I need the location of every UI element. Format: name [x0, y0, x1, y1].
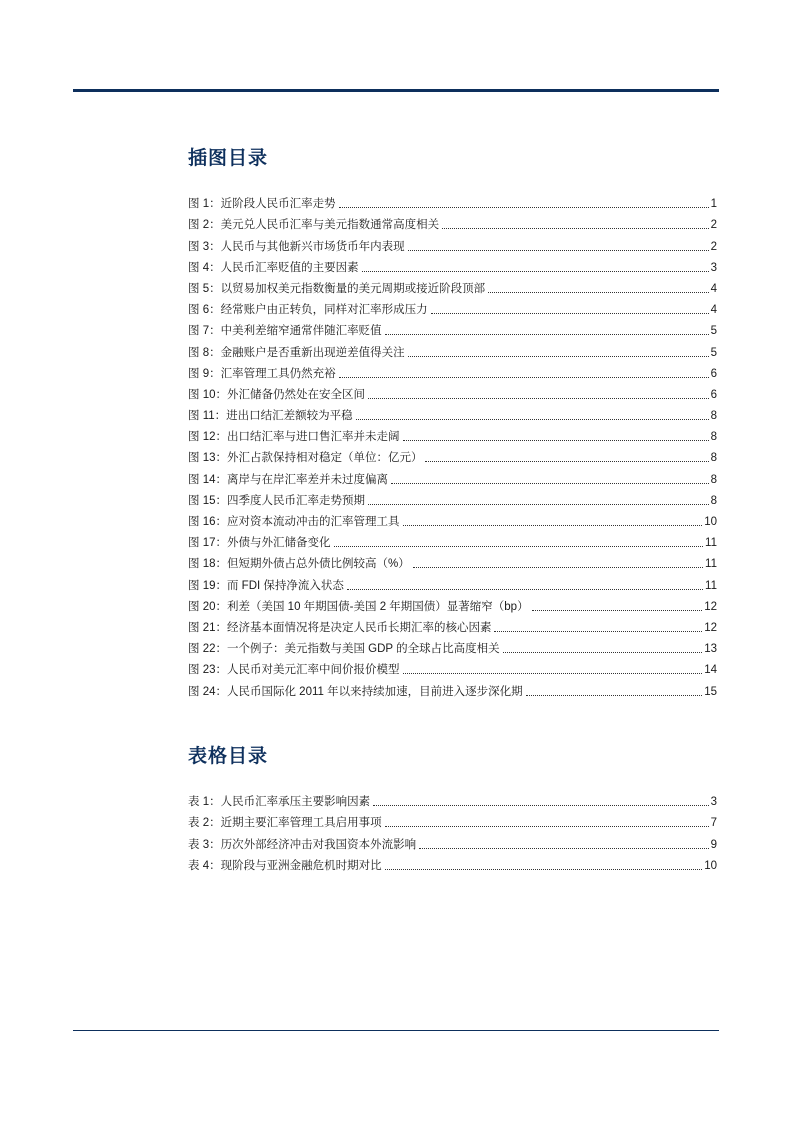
toc-entry[interactable]	[188, 317, 717, 338]
dot-leader	[334, 545, 704, 547]
toc-entry[interactable]	[188, 550, 717, 571]
figures-toc	[188, 190, 717, 699]
dot-leader	[431, 312, 709, 314]
toc-entry-page[interactable]: 11	[705, 558, 717, 571]
dot-leader	[494, 630, 702, 632]
toc-entry-page[interactable]: 2	[710, 219, 717, 232]
dot-leader	[408, 249, 709, 251]
toc-entry-label[interactable]: 表 4：现阶段与亚洲金融危机时期对比	[188, 859, 382, 872]
dot-leader	[385, 868, 703, 870]
toc-entry[interactable]	[188, 487, 717, 508]
toc-entry-label[interactable]: 图 22：一个例子：美元指数与美国 GDP 的全球占比高度相关	[188, 643, 500, 656]
toc-entry[interactable]	[188, 444, 717, 465]
toc-entry-page[interactable]: 3	[710, 796, 717, 809]
dot-leader	[403, 439, 709, 441]
dot-leader	[413, 566, 703, 568]
toc-entry-label[interactable]: 图 10：外汇储备仍然处在安全区间	[188, 388, 365, 401]
toc-entry[interactable]	[188, 571, 717, 592]
toc-entry[interactable]	[188, 254, 717, 275]
dot-leader	[503, 651, 703, 653]
toc-entry-page[interactable]: 8	[710, 410, 717, 423]
toc-entry-label[interactable]: 图 8：金融账户是否重新出现逆差值得关注	[188, 346, 405, 359]
dot-leader	[339, 206, 709, 208]
toc-entry-page[interactable]: 11	[705, 537, 717, 550]
toc-entry-label[interactable]: 图 1：近阶段人民币汇率走势	[188, 198, 336, 211]
toc-entry-page[interactable]: 8	[710, 431, 717, 444]
toc-entry[interactable]	[188, 190, 717, 211]
toc-entry-page[interactable]: 7	[710, 817, 717, 830]
toc-entry-page[interactable]: 4	[710, 282, 717, 295]
toc-entry-label[interactable]: 图 19：而 FDI 保持净流入状态	[188, 579, 344, 592]
toc-entry-page[interactable]: 15	[704, 685, 717, 698]
toc-entry[interactable]	[188, 830, 717, 851]
dot-leader	[419, 847, 709, 849]
toc-entry[interactable]	[188, 635, 717, 656]
toc-entry[interactable]	[188, 232, 717, 253]
toc-entry-page[interactable]: 2	[710, 240, 717, 253]
dot-leader	[526, 694, 703, 696]
toc-entry[interactable]	[188, 381, 717, 402]
toc-entry-page[interactable]: 11	[705, 579, 717, 592]
toc-entry-page[interactable]: 9	[710, 838, 717, 851]
toc-entry-page[interactable]: 8	[710, 452, 717, 465]
toc-entry-label[interactable]: 图 6：经常账户由正转负，同样对汇率形成压力	[188, 304, 428, 317]
tables-heading: 表格目录	[188, 746, 269, 767]
toc-entry[interactable]	[188, 508, 717, 529]
toc-entry[interactable]	[188, 338, 717, 359]
toc-entry-label[interactable]: 图 21：经济基本面情况将是决定人民币长期汇率的核心因素	[188, 621, 492, 634]
toc-entry-label[interactable]: 表 3：历次外部经济冲击对我国资本外流影响	[188, 838, 417, 851]
toc-entry-page[interactable]: 4	[710, 304, 717, 317]
dot-leader	[425, 460, 708, 462]
toc-entry[interactable]	[188, 275, 717, 296]
toc-entry-label[interactable]: 图 17：外债与外汇储备变化	[188, 537, 331, 550]
figures-heading: 插图目录	[188, 148, 269, 169]
toc-entry-label[interactable]: 图 15：四季度人民币汇率走势预期	[188, 494, 365, 507]
toc-entry-page[interactable]: 10	[704, 516, 717, 528]
dot-leader	[442, 227, 709, 229]
toc-entry-label[interactable]: 图 11：进出口结汇差额较为平稳	[188, 410, 353, 423]
dot-leader	[356, 418, 709, 420]
toc-entry[interactable]	[188, 423, 717, 444]
toc-entry-label[interactable]: 表 1：人民币汇率承压主要影响因素	[188, 796, 371, 809]
toc-entry[interactable]	[188, 614, 717, 635]
dot-leader	[385, 333, 709, 335]
dot-leader	[362, 270, 709, 272]
dot-leader	[408, 355, 709, 357]
toc-entry[interactable]	[188, 465, 717, 486]
toc-entry-page[interactable]: 8	[710, 494, 717, 507]
toc-entry-label[interactable]: 图 20：利差（美国 10 年期国债-美国 2 年期国债）显著缩窄（bp）	[188, 600, 529, 613]
toc-entry[interactable]	[188, 809, 717, 830]
toc-entry-page[interactable]: 12	[704, 600, 717, 613]
dot-leader	[403, 672, 703, 674]
toc-entry-page[interactable]: 14	[704, 664, 717, 677]
toc-entry-page[interactable]: 8	[710, 473, 717, 486]
toc-entry-label[interactable]: 图 7：中美利差缩窄通常伴随汇率贬值	[188, 325, 382, 338]
toc-entry-label[interactable]: 图 2：美元兑人民币汇率与美元指数通常高度相关	[188, 219, 440, 232]
toc-entry-page[interactable]: 13	[704, 643, 717, 656]
toc-entry-label[interactable]: 图 13：外汇占款保持相对稳定（单位：亿元）	[188, 452, 423, 465]
toc-entry-label[interactable]: 图 4：人民币汇率贬值的主要因素	[188, 261, 359, 274]
dot-leader	[488, 291, 709, 293]
toc-entry-label[interactable]: 图 9：汇率管理工具仍然充裕	[188, 367, 336, 380]
footer-rule	[73, 1030, 719, 1031]
toc-entry-page[interactable]: 12	[704, 621, 717, 634]
toc-entry-label[interactable]: 图 24：人民币国际化 2011 年以来持续加速，目前进入逐步深化期	[188, 685, 523, 698]
toc-entry-label[interactable]: 图 12：出口结汇率与进口售汇率并未走阔	[188, 431, 400, 444]
dot-leader	[339, 376, 709, 378]
toc-entry-page[interactable]: 1	[710, 198, 717, 211]
toc-entry[interactable]	[188, 211, 717, 232]
toc-entry-page[interactable]: 5	[710, 325, 717, 338]
toc-entry-label[interactable]: 图 23：人民币对美元汇率中间价报价模型	[188, 664, 400, 677]
dot-leader	[385, 825, 709, 827]
dot-leader	[403, 524, 703, 526]
toc-entry-label[interactable]: 图 16：应对资本流动冲击的汇率管理工具	[188, 516, 400, 528]
toc-entry[interactable]	[188, 402, 717, 423]
toc-entry[interactable]	[188, 677, 717, 698]
toc-entry[interactable]	[188, 852, 717, 873]
header-rule	[73, 89, 719, 92]
dot-leader	[373, 804, 709, 806]
toc-entry[interactable]	[188, 529, 717, 550]
toc-entry[interactable]	[188, 360, 717, 381]
tables-toc	[188, 788, 717, 873]
toc-entry-label[interactable]: 图 3：人民币与其他新兴市场货币年内表现	[188, 240, 405, 253]
dot-leader	[347, 588, 703, 590]
dot-leader	[368, 503, 709, 505]
toc-entry[interactable]	[188, 656, 717, 677]
toc-entry-label[interactable]: 表 2：近期主要汇率管理工具启用事项	[188, 817, 382, 830]
dot-leader	[532, 609, 703, 611]
toc-entry[interactable]	[188, 296, 717, 317]
toc-entry-page[interactable]: 6	[710, 367, 717, 380]
toc-entry-page[interactable]: 5	[710, 346, 717, 359]
toc-entry-page[interactable]: 10	[704, 859, 717, 872]
toc-entry-label[interactable]: 图 18：但短期外债占总外债比例较高（%）	[188, 558, 410, 571]
dot-leader	[391, 482, 709, 484]
toc-entry-label[interactable]: 图 14：离岸与在岸汇率差并未过度偏离	[188, 473, 388, 486]
toc-entry[interactable]	[188, 788, 717, 809]
toc-entry[interactable]	[188, 593, 717, 614]
toc-entry-label[interactable]: 图 5：以贸易加权美元指数衡量的美元周期或接近阶段顶部	[188, 282, 486, 295]
toc-entry-page[interactable]: 6	[710, 388, 717, 401]
toc-entry-page[interactable]: 3	[710, 261, 717, 274]
dot-leader	[368, 397, 709, 399]
